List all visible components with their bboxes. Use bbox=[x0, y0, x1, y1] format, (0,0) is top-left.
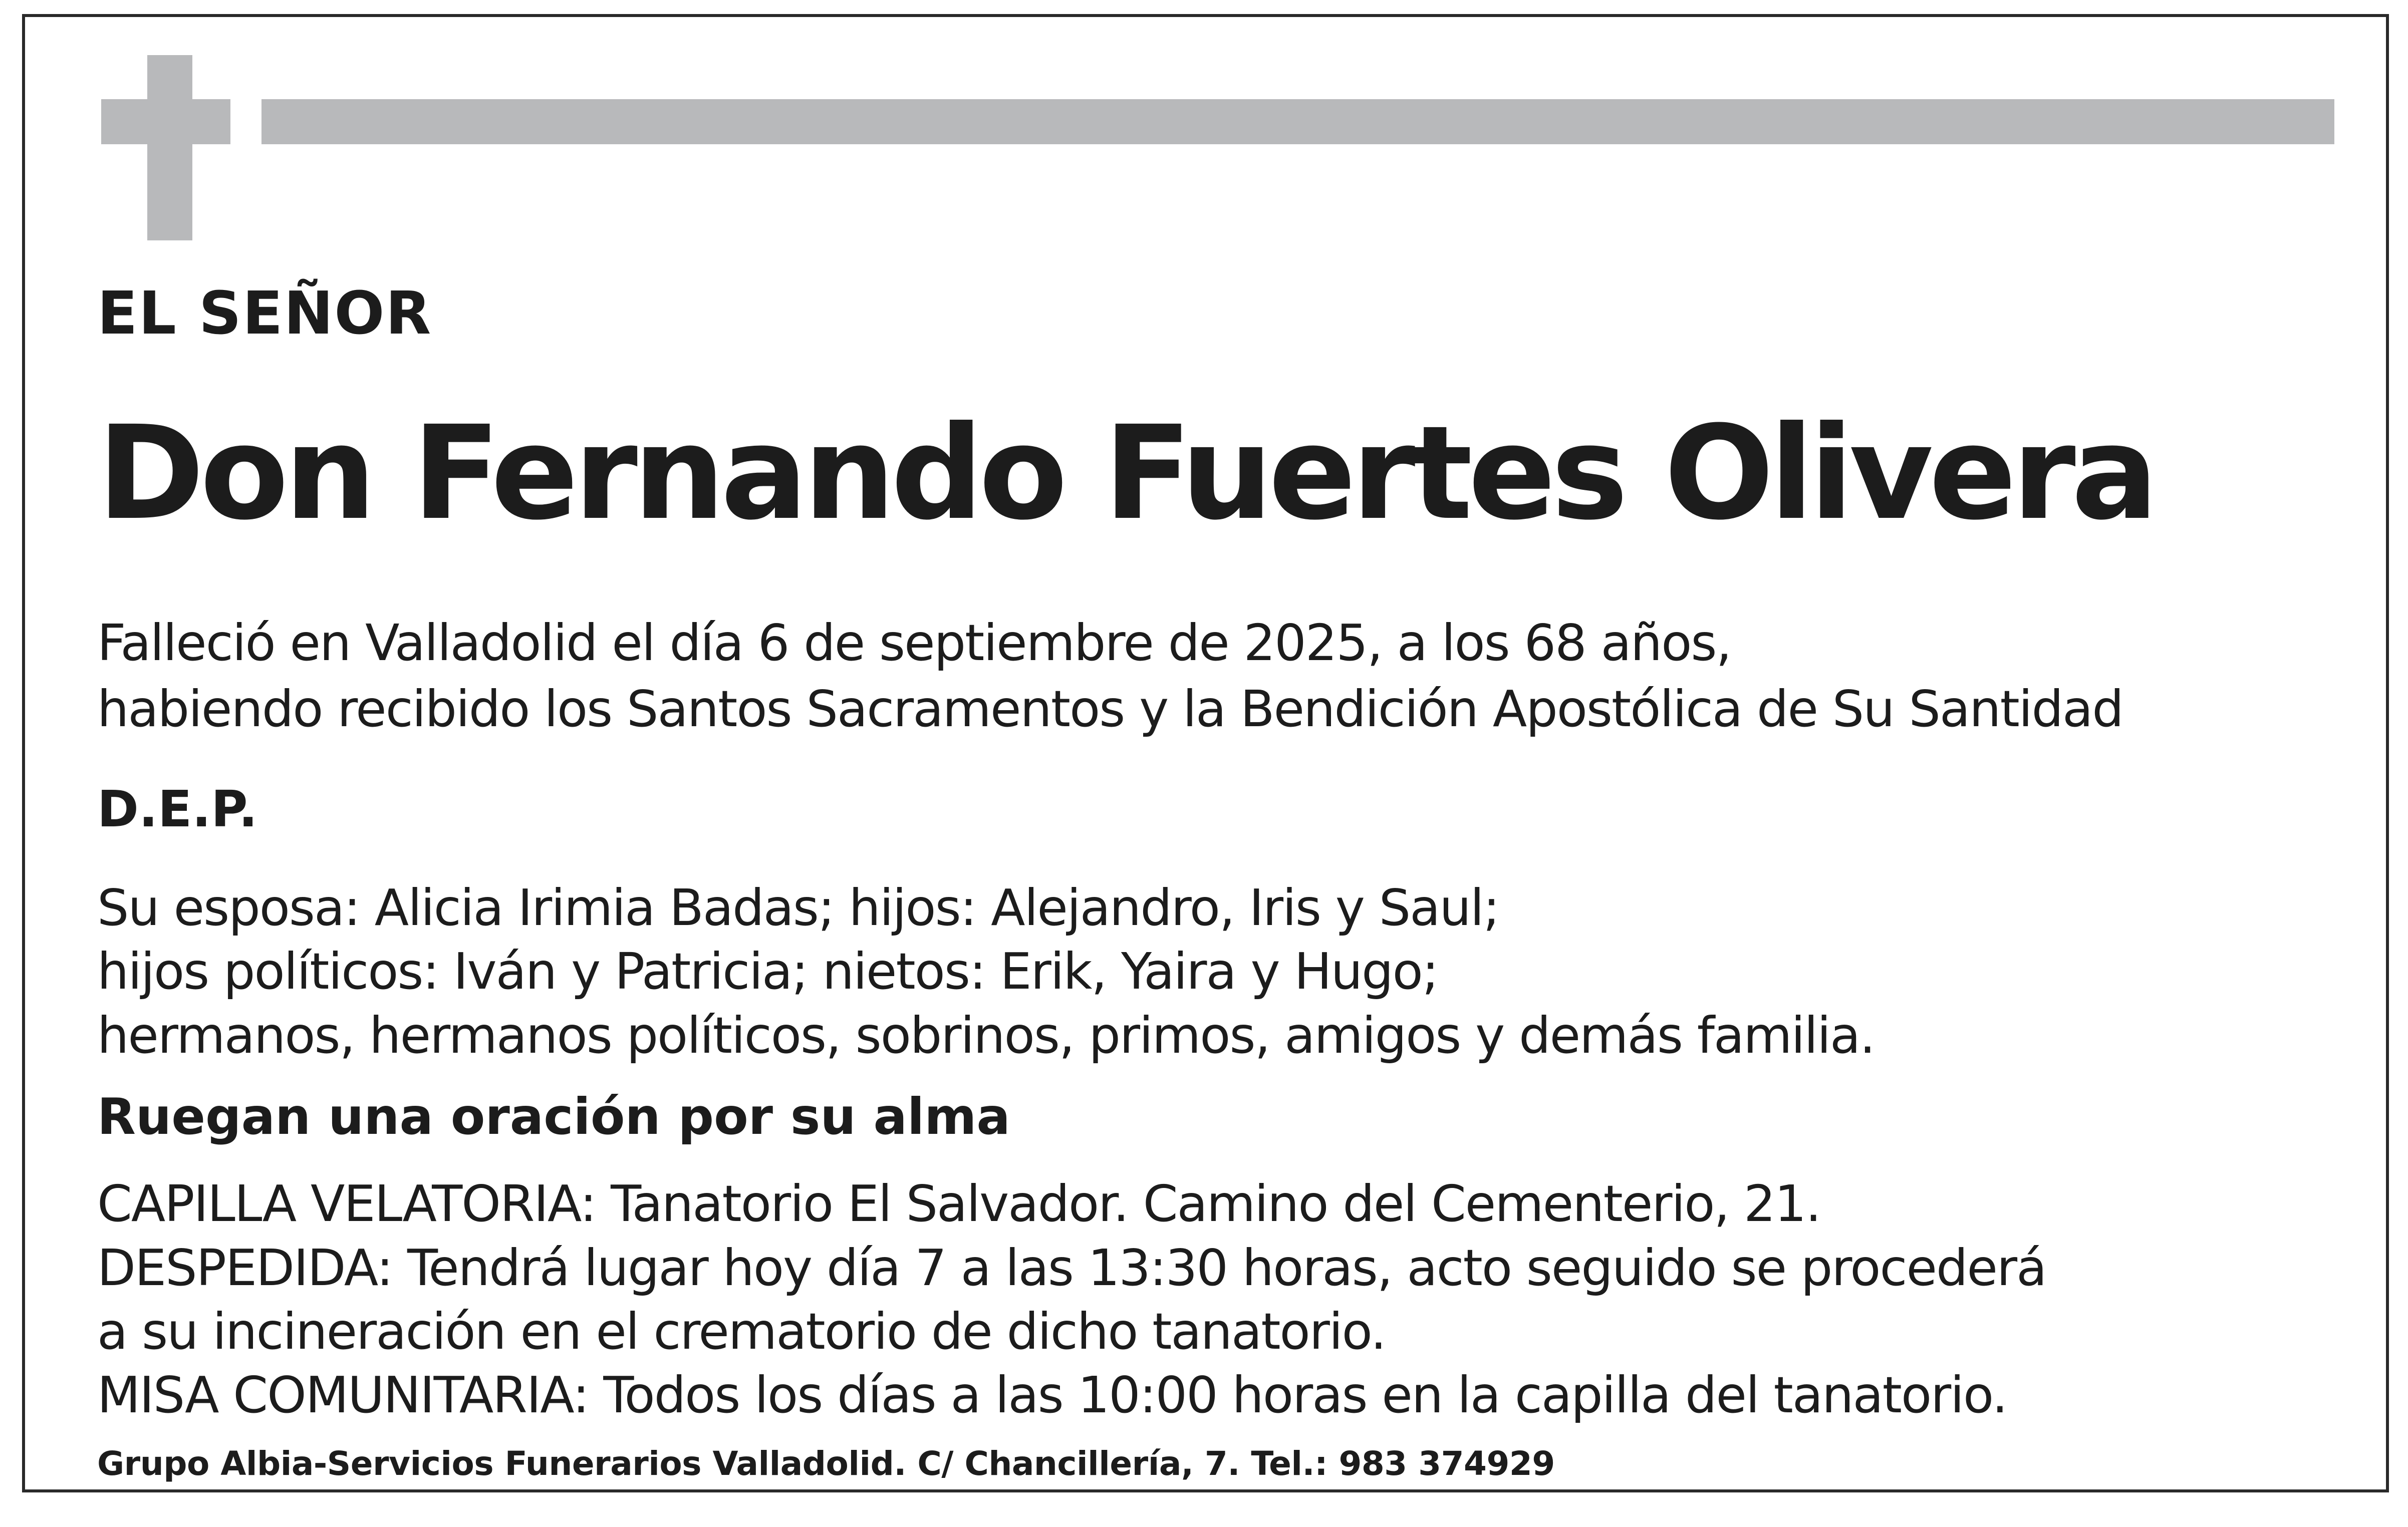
details-line-1: CAPILLA VELATORIA: Tanatorio El Salvador. Camino del Cementerio, 21. bbox=[97, 1174, 1821, 1233]
details-line-2: DESPEDIDA: Tendrá lugar hoy día 7 a las 13:30 horas, acto seguido se procederá bbox=[97, 1239, 2046, 1297]
funeral-home-footer: Grupo Albia-Servicios Funerarios Valladolid. C/ Chancillería, 7. Tel.: 983 374929 bbox=[97, 1444, 1555, 1483]
announcement-line-2: habiendo recibido los Santos Sacramentos y la Bendición Apostólica de Su Santidad bbox=[97, 680, 2123, 738]
family-line-2: hijos políticos: Iván y Patricia; nietos: Erik, Yaira y Hugo; bbox=[97, 942, 1438, 1001]
details-line-3: a su incineración en el crematorio de dicho tanatorio. bbox=[97, 1302, 1386, 1361]
family-line-1: Su esposa: Alicia Irimia Badas; hijos: Alejandro, Iris y Saul; bbox=[97, 878, 1499, 937]
announcement-line-1: Falleció en Valladolid el día 6 de septiembre de 2025, a los 68 años, bbox=[97, 614, 1731, 672]
family-line-3: hermanos, hermanos políticos, sobrinos, primos, amigos y demás familia. bbox=[97, 1006, 1875, 1065]
details-line-4: MISA COMUNITARIA: Todos los días a las 10:00 horas en la capilla del tanatorio. bbox=[97, 1366, 2007, 1424]
cross-horizontal-beam bbox=[101, 99, 230, 144]
honorific-title: EL SEÑOR bbox=[97, 278, 432, 348]
prayer-request: Ruegan una oración por su alma bbox=[97, 1087, 1010, 1146]
dep-text: D.E.P. bbox=[97, 780, 258, 838]
cross-vertical-beam bbox=[147, 55, 192, 240]
header-divider-bar bbox=[261, 99, 2334, 144]
deceased-name: Don Fernando Fuertes Olivera bbox=[97, 398, 2154, 548]
